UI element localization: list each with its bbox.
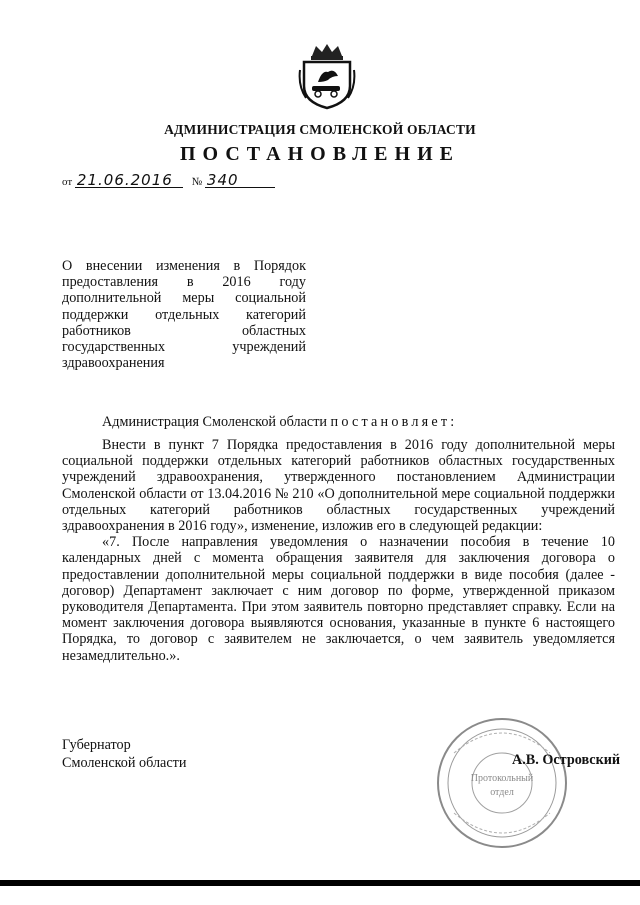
document-date: 21.06.2016 [75,173,183,188]
signatory-title-line: Смоленской области [62,755,187,771]
organization-name: АДМИНИСТРАЦИЯ СМОЛЕНСКОЙ ОБЛАСТИ [164,122,476,137]
body-paragraph: Внести в пункт 7 Порядка предоставления в 2016 году дополнительной меры социальной поддержки отдельных категорий работников областных государственных учреждений здравоохранения, утвержденного постановлением Администрации Смоленской области от 13.04.2016 № 210 «О дополнительной мере социальной поддержки отдельных категорий работников областных государственных учреждений здравоохранения в 2016 году», изменение, изложив его в следующей редакции: [62,437,615,535]
body-paragraph: «7. После направления уведомления о назначении пособия в течение 10 календарных дней с момента обращения заявителя для заключения договора о предоставлении дополнительной меры социальной поддержки в виде пособия (далее - договор) Департамент заключает с ним договор по форме, утвержденной приказом руководителя Департамента. При этом заявитель повторно представляет справку. Если на момент заключения договора выявляются основания, указанные в пункте 6 настоящего Порядка, то договор с заявителем не заключается, о чем заявитель уведомляется незамедлительно.». [62,534,615,664]
document-subject [62,258,306,371]
subject-line: поддержки отдельных категорий [62,306,306,323]
official-stamp [432,713,572,853]
intro-text: Администрация Смоленской области [102,414,327,430]
document-type-title: ПОСТАНОВЛЕНИЕ [180,143,460,165]
scan-bottom-border [0,880,640,886]
subject-line: государственных учреждений [62,339,306,356]
subject-line: предоставления в 2016 году [62,274,306,291]
signatory-title-line: Губернатор [62,737,131,753]
signatory-title [62,736,186,772]
signatory-name: А.В. Островский [512,752,621,768]
date-prefix: от [62,176,73,188]
intro-spaced-word: постановляет: [330,414,458,430]
stamp-line: Протокольный [470,773,534,784]
document-body [62,437,615,664]
subject-line: здравоохранения [62,355,165,372]
document-number: 340 [205,173,275,188]
document-date-number [62,173,275,188]
number-prefix: № [191,176,203,188]
coat-of-arms-icon [298,42,356,110]
subject-line: работников областных [62,322,306,339]
stamp-line: отдел [490,787,514,798]
subject-line: дополнительной меры социальной [62,290,306,307]
resolution-intro [102,414,457,431]
subject-line: О внесении изменения в Порядок [62,258,306,274]
